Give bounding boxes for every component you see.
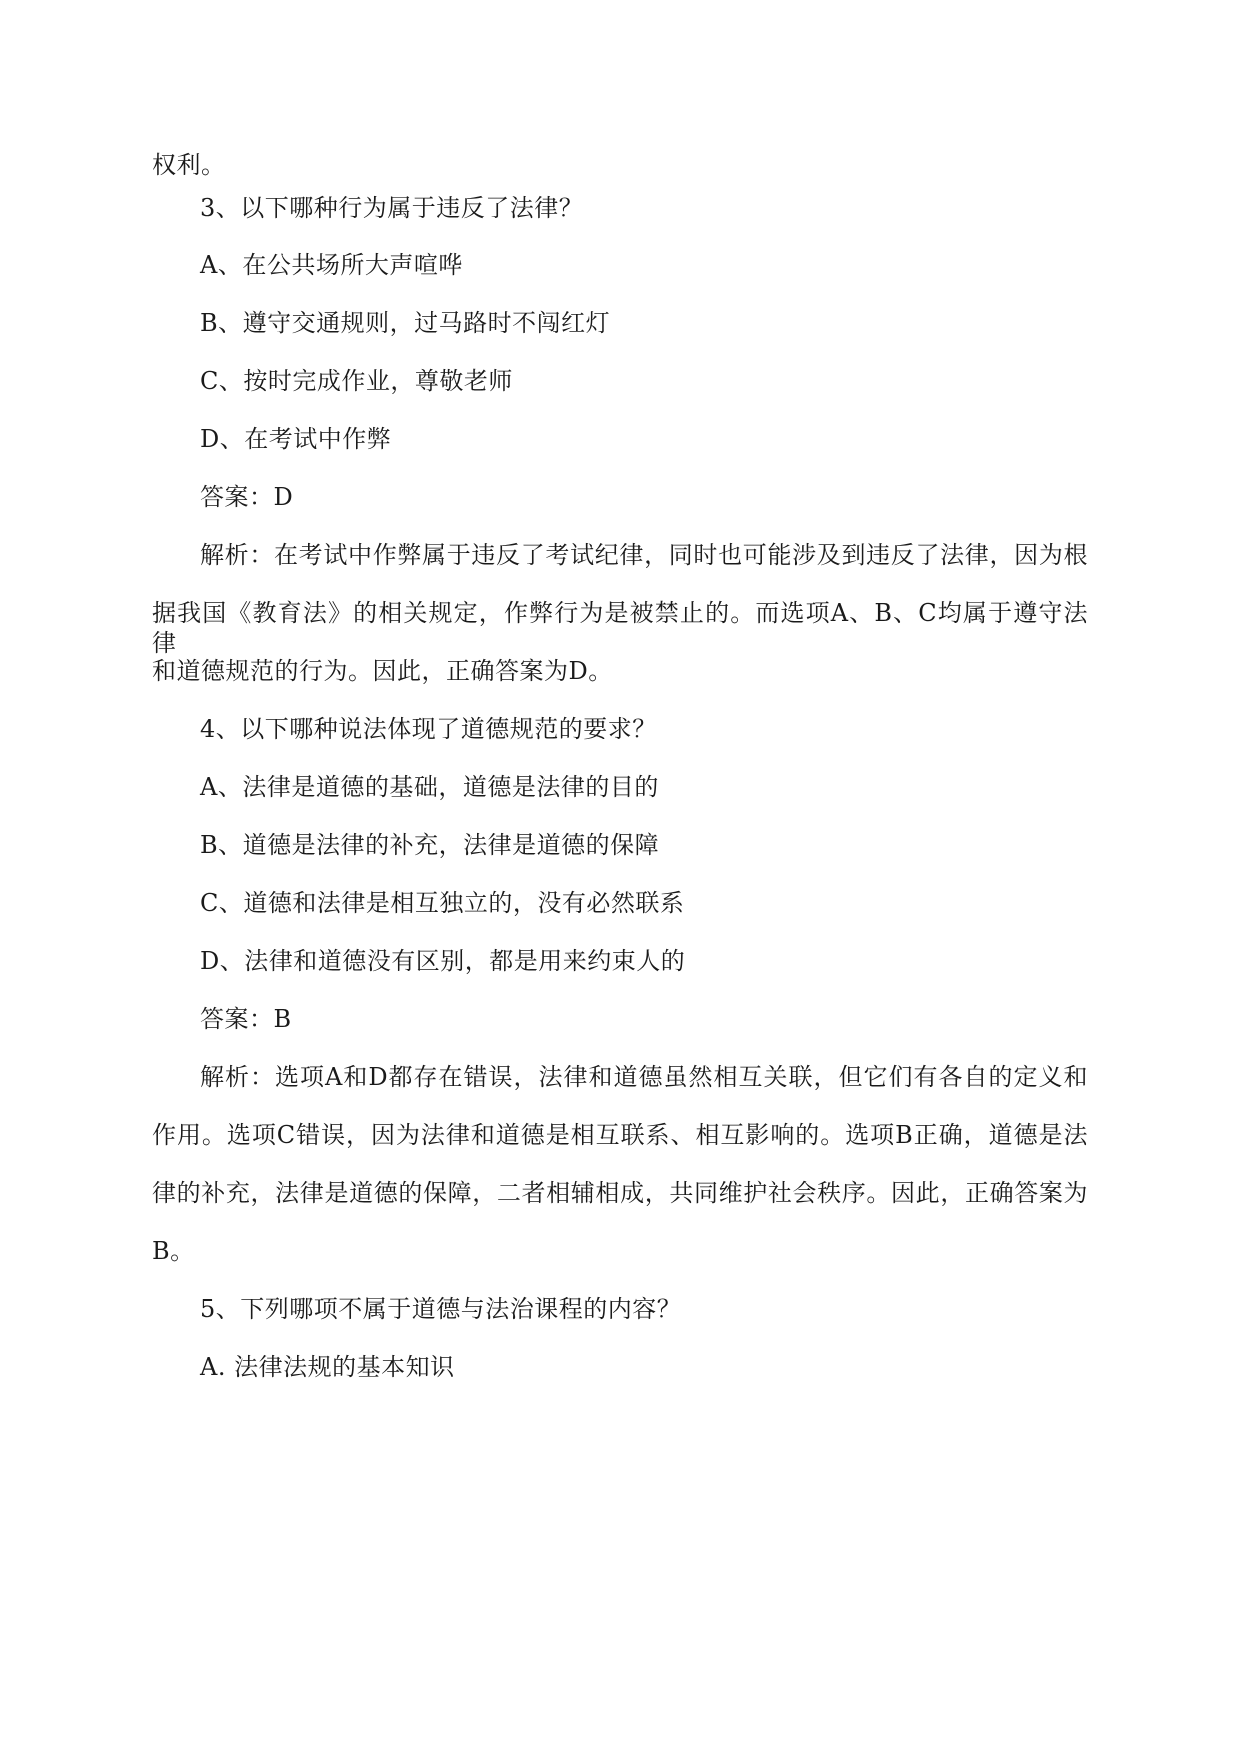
option-a: A、法律是道德的基础，道德是法律的目的 xyxy=(200,773,659,801)
option-b: B、道德是法律的补充，法律是道德的保障 xyxy=(200,831,660,859)
option-b: B、遵守交通规则，过马路时不闯红灯 xyxy=(200,309,611,337)
option-d: D、在考试中作弊 xyxy=(200,425,392,453)
option-c: C、按时完成作业，尊敬老师 xyxy=(200,367,513,395)
analysis-line: 作用。选项C错误，因为法律和道德是相互联系、相互影响的。选项B正确，道德是法 xyxy=(152,1121,1088,1149)
analysis-line: 解析：在考试中作弊属于违反了考试纪律，同时也可能涉及到违反了法律，因为根 xyxy=(200,541,1088,569)
option-a: A. 法律法规的基本知识 xyxy=(200,1353,455,1381)
analysis-line: B。 xyxy=(152,1237,195,1265)
option-c: C、道德和法律是相互独立的，没有必然联系 xyxy=(200,889,685,917)
question-3: 3、以下哪种行为属于违反了法律？ xyxy=(200,194,584,222)
option-d: D、法律和道德没有区别，都是用来约束人的 xyxy=(200,947,686,975)
question-5: 5、下列哪项不属于道德与法治课程的内容？ xyxy=(200,1295,682,1323)
analysis-line: 解析：选项A和D都存在错误，法律和道德虽然相互关联，但它们有各自的定义和 xyxy=(200,1063,1088,1091)
answer: 答案：B xyxy=(200,1005,292,1033)
option-a: A、在公共场所大声喧哗 xyxy=(200,251,463,279)
analysis-line: 和道德规范的行为。因此，正确答案为D。 xyxy=(152,657,613,685)
text-line: 权利。 xyxy=(152,151,226,179)
analysis-line: 据我国《教育法》的相关规定，作弊行为是被禁止的。而选项A、B、C均属于遵守法律 xyxy=(152,599,1088,657)
analysis-line: 律的补充，法律是道德的保障，二者相辅相成，共同维护社会秩序。因此，正确答案为 xyxy=(152,1179,1088,1207)
question-4: 4、以下哪种说法体现了道德规范的要求？ xyxy=(200,715,657,743)
answer: 答案：D xyxy=(200,483,294,511)
